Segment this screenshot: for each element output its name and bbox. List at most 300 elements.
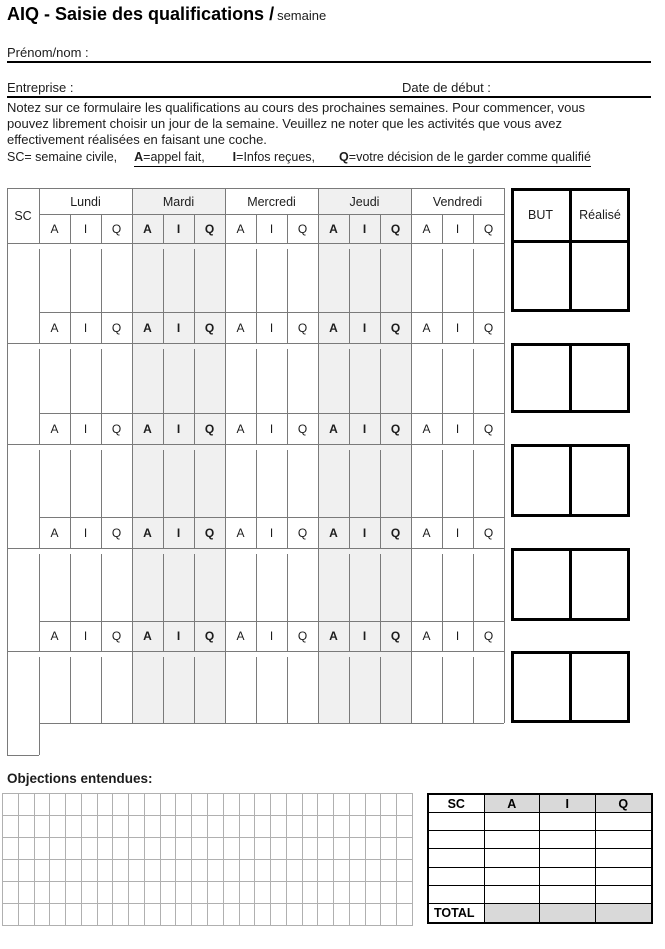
grid-line [380,214,381,243]
check-cell[interactable] [225,243,256,312]
objections-cell[interactable] [303,860,319,882]
objections-cell[interactable] [255,882,271,904]
aiq-label: A [422,629,431,643]
check-cell[interactable] [473,444,504,517]
check-cell[interactable] [101,548,132,621]
objections-cell[interactable] [129,816,145,838]
objections-cell[interactable] [82,838,98,860]
objections-cell[interactable] [50,904,66,926]
check-cell[interactable] [194,243,225,312]
objections-cell[interactable] [66,838,82,860]
objections-cell[interactable] [176,816,192,838]
aiq-label: I [362,629,367,643]
realise-cell[interactable] [572,243,627,309]
check-cell[interactable] [163,243,194,312]
objections-cell[interactable] [129,838,145,860]
objections-cell[interactable] [397,882,413,904]
check-cell[interactable] [70,651,101,723]
objections-cell[interactable] [224,816,240,838]
objections-cell[interactable] [366,882,382,904]
check-cell[interactable] [70,444,101,517]
grid-line [194,249,195,343]
objections-cell[interactable] [318,860,334,882]
check-cell[interactable] [256,651,287,723]
check-cell[interactable] [256,243,287,312]
objections-cell[interactable] [334,816,350,838]
check-cell[interactable] [194,444,225,517]
aiq-label: Q [297,421,308,436]
objections-cell[interactable] [3,794,19,816]
objections-cell[interactable] [366,794,382,816]
summary-cell[interactable] [485,868,541,886]
summary-cell[interactable] [485,831,541,849]
objections-cell[interactable] [161,904,177,926]
check-cell[interactable] [225,343,256,413]
sc-week-cell[interactable] [7,243,39,312]
objections-cell[interactable] [129,904,145,926]
objections-cell[interactable] [381,794,397,816]
grid-line [380,657,381,723]
check-cell[interactable] [39,243,70,312]
objections-cell[interactable] [318,838,334,860]
check-cell[interactable] [225,651,256,723]
objections-cell[interactable] [224,882,240,904]
check-cell[interactable] [39,548,70,621]
check-cell[interactable] [442,444,473,517]
summary-cell[interactable] [540,868,596,886]
objections-cell[interactable] [145,816,161,838]
objections-cell[interactable] [66,860,82,882]
objections-cell[interactable] [224,860,240,882]
objections-cell[interactable] [381,882,397,904]
grid-line [504,188,505,723]
objections-cell[interactable] [381,838,397,860]
check-cell[interactable] [318,444,349,517]
objections-cell[interactable] [35,816,51,838]
summary-cell[interactable] [596,886,652,904]
check-cell[interactable] [442,343,473,413]
objections-cell[interactable] [334,904,350,926]
objections-cell[interactable] [113,860,129,882]
aiq-label: I [176,525,181,540]
aiq-label: I [83,629,88,643]
summary-cell[interactable] [485,813,541,831]
objections-cell[interactable] [145,794,161,816]
but-label: BUT [528,207,553,222]
objections-cell[interactable] [255,860,271,882]
objections-cell[interactable] [82,904,98,926]
objections-cell[interactable] [82,860,98,882]
objections-cell[interactable] [208,838,224,860]
objections-cell[interactable] [176,904,192,926]
summary-cell[interactable] [596,868,652,886]
objections-cell[interactable] [240,904,256,926]
check-cell[interactable] [70,343,101,413]
objections-cell[interactable] [381,904,397,926]
objections-cell[interactable] [208,816,224,838]
check-cell[interactable] [349,444,380,517]
objections-cell[interactable] [318,794,334,816]
realise-cell[interactable] [572,346,627,410]
objections-cell[interactable] [66,904,82,926]
objections-cell[interactable] [113,816,129,838]
summary-cell[interactable] [596,831,652,849]
objections-cell[interactable] [161,882,177,904]
check-cell[interactable] [101,243,132,312]
check-cell[interactable] [101,651,132,723]
objections-cell[interactable] [397,904,413,926]
objections-cell[interactable] [208,882,224,904]
summary-cell[interactable] [540,886,596,904]
objections-cell[interactable] [303,816,319,838]
objections-cell[interactable] [129,794,145,816]
objections-cell[interactable] [287,794,303,816]
check-cell[interactable] [287,243,318,312]
check-cell[interactable] [349,243,380,312]
objections-cell[interactable] [192,838,208,860]
objections-cell[interactable] [334,794,350,816]
but-cell[interactable] [514,654,569,720]
check-cell[interactable] [194,548,225,621]
objections-cell[interactable] [50,794,66,816]
summary-cell[interactable] [540,849,596,867]
objections-cell[interactable] [224,904,240,926]
objections-cell[interactable] [176,838,192,860]
objections-cell[interactable] [381,816,397,838]
objections-cell[interactable] [255,794,271,816]
objections-cell[interactable] [240,838,256,860]
objections-cell[interactable] [318,882,334,904]
objections-cell[interactable] [98,816,114,838]
grid-line [163,349,164,444]
grid-line [256,657,257,723]
objections-cell[interactable] [271,794,287,816]
check-cell[interactable] [163,548,194,621]
check-cell[interactable] [287,651,318,723]
summary-cell[interactable] [540,813,596,831]
check-cell[interactable] [39,444,70,517]
check-cell[interactable] [132,651,163,723]
objections-cell[interactable] [366,838,382,860]
objections-cell[interactable] [161,860,177,882]
objections-cell[interactable] [350,838,366,860]
start-date-field-label: Date de début : [402,80,491,95]
check-cell[interactable] [442,651,473,723]
objections-cell[interactable] [287,860,303,882]
grid-line [194,657,195,723]
objections-cell[interactable] [397,816,413,838]
objections-cell[interactable] [50,838,66,860]
objections-cell[interactable] [240,860,256,882]
objections-cell[interactable] [240,794,256,816]
check-cell[interactable] [225,548,256,621]
check-cell[interactable] [101,444,132,517]
objections-cell[interactable] [397,860,413,882]
summary-cell[interactable] [429,831,485,849]
check-cell[interactable] [132,343,163,413]
objections-cell[interactable] [271,882,287,904]
check-cell[interactable] [473,343,504,413]
objections-cell[interactable] [145,882,161,904]
objections-cell[interactable] [3,882,19,904]
objections-cell[interactable] [350,904,366,926]
objections-cell[interactable] [303,882,319,904]
but-cell[interactable] [514,447,569,514]
objections-cell[interactable] [35,794,51,816]
objections-cell[interactable] [224,794,240,816]
objections-cell[interactable] [145,904,161,926]
objections-cell[interactable] [350,816,366,838]
objections-cell[interactable] [271,860,287,882]
but-cell[interactable] [514,243,569,309]
sc-week-cell[interactable] [7,444,39,517]
objections-cell[interactable] [35,882,51,904]
check-cell[interactable] [411,651,442,723]
objections-cell[interactable] [255,816,271,838]
objections-cell[interactable] [350,794,366,816]
objections-cell[interactable] [161,838,177,860]
grid-line [39,657,40,755]
check-cell[interactable] [163,651,194,723]
objections-cell[interactable] [98,838,114,860]
summary-cell[interactable] [429,886,485,904]
objections-cell[interactable] [255,838,271,860]
check-cell[interactable] [473,243,504,312]
objections-cell[interactable] [113,882,129,904]
grid-line [39,554,40,651]
check-cell[interactable] [39,343,70,413]
sc-week-cell[interactable] [7,723,39,755]
check-cell[interactable] [287,548,318,621]
check-cell[interactable] [380,343,411,413]
objections-cell[interactable] [129,860,145,882]
objections-cell[interactable] [82,882,98,904]
objections-cell[interactable] [176,860,192,882]
check-cell[interactable] [318,548,349,621]
check-cell[interactable] [194,343,225,413]
objections-cell[interactable] [303,904,319,926]
check-cell[interactable] [349,548,380,621]
check-cell[interactable] [39,651,70,723]
check-cell[interactable] [287,444,318,517]
objections-cell[interactable] [176,794,192,816]
objections-cell[interactable] [192,816,208,838]
objections-cell[interactable] [113,838,129,860]
sc-week-cell[interactable] [7,651,39,723]
but-cell[interactable] [514,346,569,410]
summary-cell[interactable] [596,849,652,867]
grid-line [473,249,474,343]
objections-cell[interactable] [161,816,177,838]
objections-cell[interactable] [19,904,35,926]
aiq-label: Q [483,525,494,540]
check-cell[interactable] [473,651,504,723]
objections-cell[interactable] [98,794,114,816]
objections-cell[interactable] [318,904,334,926]
objections-cell[interactable] [255,904,271,926]
summary-cell[interactable] [596,813,652,831]
check-cell[interactable] [318,243,349,312]
objections-cell[interactable] [19,882,35,904]
realise-cell[interactable] [572,654,627,720]
objections-cell[interactable] [66,794,82,816]
objections-cell[interactable] [98,904,114,926]
objections-cell[interactable] [208,904,224,926]
objections-cell[interactable] [50,816,66,838]
check-cell[interactable] [132,444,163,517]
objections-cell[interactable] [176,882,192,904]
objections-cell[interactable] [35,860,51,882]
grid-line [442,450,443,548]
objections-cell[interactable] [287,838,303,860]
objections-cell[interactable] [318,816,334,838]
check-cell[interactable] [256,548,287,621]
check-cell[interactable] [256,444,287,517]
grid-line [70,349,71,444]
check-cell[interactable] [380,444,411,517]
objections-cell[interactable] [334,882,350,904]
objections-cell[interactable] [98,882,114,904]
check-cell[interactable] [380,548,411,621]
summary-cell[interactable] [429,813,485,831]
objections-cell[interactable] [271,904,287,926]
legend-desc-a: =appel fait, [143,150,205,164]
objections-cell[interactable] [129,882,145,904]
objections-cell[interactable] [113,794,129,816]
objections-cell[interactable] [35,904,51,926]
objections-cell[interactable] [240,816,256,838]
objections-cell[interactable] [3,816,19,838]
objections-cell[interactable] [145,860,161,882]
objections-cell[interactable] [66,882,82,904]
objections-cell[interactable] [192,882,208,904]
check-cell[interactable] [349,651,380,723]
objections-cell[interactable] [192,904,208,926]
objections-cell[interactable] [161,794,177,816]
objections-cell[interactable] [66,816,82,838]
objections-cell[interactable] [208,794,224,816]
objections-cell[interactable] [366,816,382,838]
objections-cell[interactable] [113,904,129,926]
objections-cell[interactable] [35,838,51,860]
check-cell[interactable] [70,548,101,621]
objections-cell[interactable] [287,904,303,926]
check-cell[interactable] [411,343,442,413]
objections-cell[interactable] [287,882,303,904]
check-cell[interactable] [442,243,473,312]
check-cell[interactable] [349,343,380,413]
objections-cell[interactable] [397,794,413,816]
but-cell[interactable] [514,551,569,618]
check-cell[interactable] [163,343,194,413]
check-cell[interactable] [70,243,101,312]
objections-cell[interactable] [192,860,208,882]
objections-cell[interactable] [50,882,66,904]
summary-total-cell: TOTAL [429,904,485,922]
objections-cell[interactable] [334,838,350,860]
check-cell[interactable] [380,651,411,723]
objections-cell[interactable] [334,860,350,882]
objections-cell[interactable] [82,816,98,838]
check-cell[interactable] [225,444,256,517]
summary-cell[interactable] [485,886,541,904]
summary-cell[interactable] [429,849,485,867]
objections-cell[interactable] [366,904,382,926]
summary-cell[interactable] [540,831,596,849]
grid-line [380,249,381,343]
objections-cell[interactable] [192,794,208,816]
objections-cell[interactable] [19,838,35,860]
sc-week-cell[interactable] [7,548,39,621]
objections-cell[interactable] [19,816,35,838]
check-cell[interactable] [411,243,442,312]
objections-cell[interactable] [381,860,397,882]
summary-total-cell[interactable] [485,904,541,922]
grid-line [39,723,504,724]
objections-cell[interactable] [397,838,413,860]
objections-cell[interactable] [3,860,19,882]
objections-cell[interactable] [366,860,382,882]
objections-cell[interactable] [98,860,114,882]
objections-cell[interactable] [224,838,240,860]
aiq-label: I [362,320,367,335]
objections-cell[interactable] [19,794,35,816]
summary-total-cell[interactable] [540,904,596,922]
objections-cell[interactable] [350,882,366,904]
check-cell[interactable] [287,343,318,413]
objections-cell[interactable] [240,882,256,904]
objections-cell[interactable] [287,816,303,838]
summary-cell[interactable] [429,868,485,886]
check-cell[interactable] [442,548,473,621]
check-cell[interactable] [318,343,349,413]
objections-cell[interactable] [3,838,19,860]
aiq-label: Q [204,421,215,436]
objections-cell[interactable] [271,816,287,838]
objections-cell[interactable] [271,838,287,860]
summary-total-cell[interactable] [596,904,652,922]
check-cell[interactable] [411,444,442,517]
check-cell[interactable] [318,651,349,723]
objections-cell[interactable] [50,860,66,882]
objections-cell[interactable] [3,904,19,926]
grid-line [70,450,71,548]
check-cell[interactable] [380,243,411,312]
check-cell[interactable] [194,651,225,723]
realise-label: Réalisé [579,207,621,222]
objections-cell[interactable] [303,794,319,816]
check-cell[interactable] [163,444,194,517]
check-cell[interactable] [256,343,287,413]
objections-cell[interactable] [303,838,319,860]
grid-line [70,214,71,243]
check-cell[interactable] [132,548,163,621]
objections-cell[interactable] [208,860,224,882]
realise-cell[interactable] [572,447,627,514]
grid-line [39,413,504,414]
objections-cell[interactable] [350,860,366,882]
check-cell[interactable] [101,343,132,413]
sc-week-cell[interactable] [7,343,39,413]
check-cell[interactable] [473,548,504,621]
objections-cell[interactable] [19,860,35,882]
realise-cell[interactable] [572,551,627,618]
check-cell[interactable] [132,243,163,312]
objections-cell[interactable] [82,794,98,816]
objections-cell[interactable] [145,838,161,860]
summary-cell[interactable] [485,849,541,867]
check-cell[interactable] [411,548,442,621]
